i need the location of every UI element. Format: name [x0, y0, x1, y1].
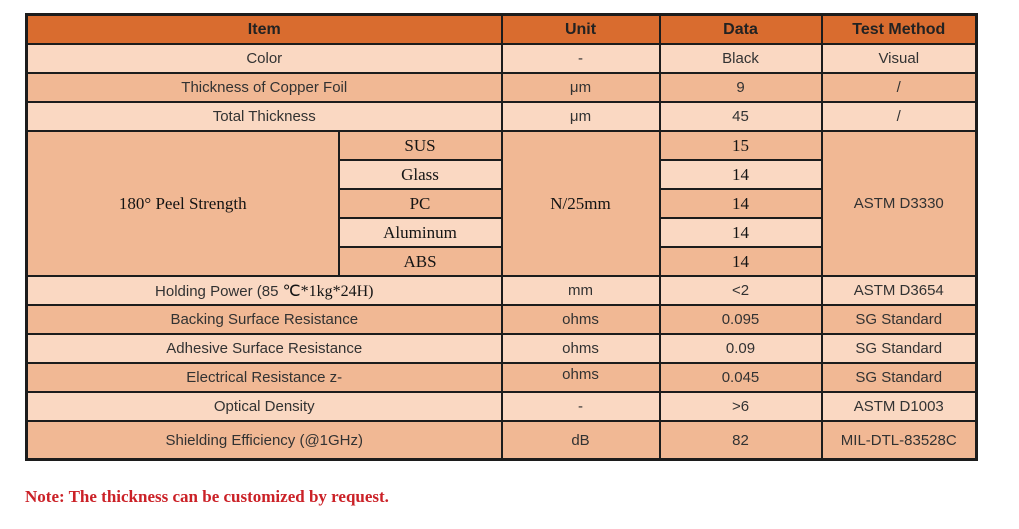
- optical-density-data-cell: >6: [660, 392, 822, 421]
- copper-foil-test-cell: /: [822, 73, 977, 102]
- peel-substrate-aluminum-cell: Aluminum: [339, 218, 502, 247]
- peel-substrate-glass-cell: Glass: [339, 160, 502, 189]
- adhesive-resistance-data-cell: 0.09: [660, 334, 822, 363]
- backing-resistance-data-cell: 0.095: [660, 305, 822, 334]
- electrical-resistance-data-cell: 0.045: [660, 363, 822, 392]
- adhesive-resistance-test-cell: SG Standard: [822, 334, 977, 363]
- peel-strength-unit-cell: N/25mm: [502, 131, 660, 276]
- peel-value-glass-cell: 14: [660, 160, 822, 189]
- holding-power-label-sans: Holding Power (85: [155, 282, 283, 300]
- holding-power-data-cell: <2: [660, 276, 822, 305]
- color-unit-cell: -: [502, 44, 660, 73]
- optical-density-item-cell: Optical Density: [27, 392, 502, 421]
- holding-power-unit-cell: mm: [502, 276, 660, 305]
- customization-note: Note: The thickness can be customized by request.: [25, 487, 389, 506]
- row-adhesive-resistance: [27, 334, 977, 363]
- shielding-efficiency-item-cell: Shielding Efficiency (@1GHz): [27, 421, 502, 460]
- optical-density-unit-cell: -: [502, 392, 660, 421]
- header-cell-unit: Unit: [502, 15, 660, 45]
- header-cell-data: Data: [660, 15, 822, 45]
- color-data-cell: Black: [660, 44, 822, 73]
- row-backing-resistance: [27, 305, 977, 334]
- shielding-efficiency-data-cell: 82: [660, 421, 822, 460]
- peel-substrate-pc-cell: PC: [339, 189, 502, 218]
- header-cell-item: Item: [27, 15, 502, 45]
- row-peel-sus: [27, 131, 977, 160]
- copper-foil-item-cell: Thickness of Copper Foil: [27, 73, 502, 102]
- row-holding-power: [27, 276, 977, 305]
- row-electrical-resistance: [27, 363, 977, 392]
- peel-value-pc-cell: 14: [660, 189, 822, 218]
- row-color: [27, 44, 977, 73]
- row-optical-density: [27, 392, 977, 421]
- peel-substrate-sus-cell: SUS: [339, 131, 502, 160]
- row-shielding-efficiency: [27, 421, 977, 460]
- backing-resistance-test-cell: SG Standard: [822, 305, 977, 334]
- backing-resistance-item-cell: Backing Surface Resistance: [27, 305, 502, 334]
- peel-strength-test-cell: ASTM D3330: [822, 131, 977, 276]
- row-total-thickness: [27, 102, 977, 131]
- header-cell-test-method: Test Method: [822, 15, 977, 45]
- total-thickness-data-cell: 45: [660, 102, 822, 131]
- shielding-efficiency-test-cell: MIL-DTL-83528C: [822, 421, 977, 460]
- electrical-resistance-test-cell: SG Standard: [822, 363, 977, 392]
- backing-resistance-unit-cell: ohms: [502, 305, 660, 334]
- spec-table: [25, 13, 978, 461]
- adhesive-resistance-unit-cell: ohms: [502, 334, 660, 363]
- peel-value-sus-cell: 15: [660, 131, 822, 160]
- shielding-efficiency-unit-cell: dB: [502, 421, 660, 460]
- electrical-resistance-unit-cell: [502, 363, 660, 392]
- peel-value-aluminum-cell: 14: [660, 218, 822, 247]
- adhesive-resistance-item-cell: Adhesive Surface Resistance: [27, 334, 502, 363]
- total-thickness-item-cell: Total Thickness: [27, 102, 502, 131]
- total-thickness-unit-cell: μm: [502, 102, 660, 131]
- total-thickness-test-cell: /: [822, 102, 977, 131]
- peel-value-abs-cell: 14: [660, 247, 822, 276]
- peel-strength-item-cell: 180° Peel Strength: [27, 131, 339, 276]
- optical-density-test-cell: ASTM D1003: [822, 392, 977, 421]
- electrical-resistance-item-cell: Electrical Resistance z-: [27, 363, 502, 392]
- copper-foil-unit-cell: μm: [502, 73, 660, 102]
- row-copper-foil-thickness: [27, 73, 977, 102]
- peel-substrate-abs-cell: ABS: [339, 247, 502, 276]
- electrical-resistance-unit-text: ohms: [562, 366, 599, 383]
- copper-foil-data-cell: 9: [660, 73, 822, 102]
- holding-power-item-cell: [27, 276, 502, 305]
- color-item-cell: Color: [27, 44, 502, 73]
- holding-power-test-cell: ASTM D3654: [822, 276, 977, 305]
- holding-power-label-serif: ℃*1kg*24H): [282, 282, 374, 300]
- color-test-cell: Visual: [822, 44, 977, 73]
- header-row: [27, 15, 977, 45]
